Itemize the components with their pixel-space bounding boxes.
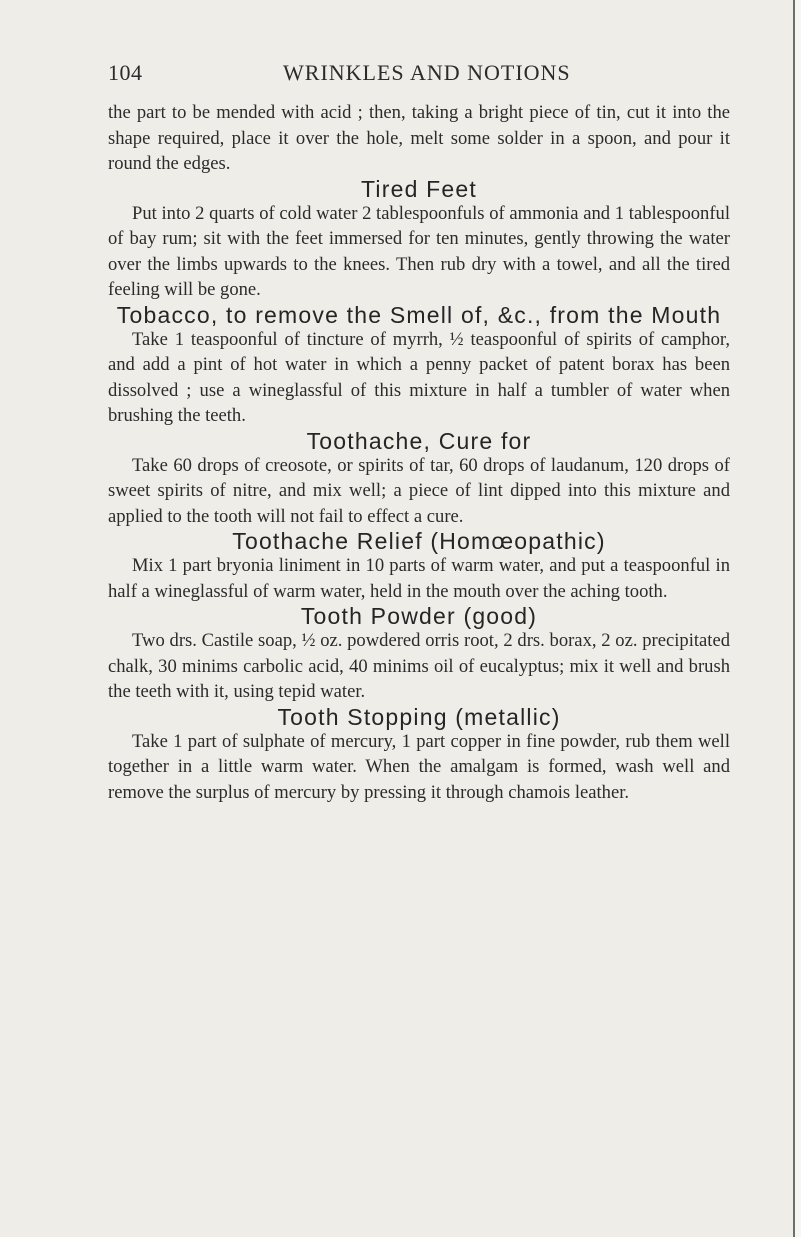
section-body-tired-feet: Put into 2 quarts of cold water 2 tablespoonfuls of ammonia and 1 tablespoonful of bay rum; sit with the feet immersed for ten minutes, gently throwing the water over the limbs upwards to the knees. Then rub dry with a towel, and all the tired feeling will be gone. xyxy=(108,202,730,300)
section-heading-tired-feet: Tired Feet xyxy=(361,175,477,202)
section-body-tooth-stopping: Take 1 part of sulphate of mercury, 1 part copper in fine powder, rub them well together in a little warm water. When the amalgam is formed, wash well and remove the surplus of mercury by pressing it through chamois leather. xyxy=(108,730,730,803)
page-edge-shadow xyxy=(795,0,801,1237)
section-body-toothache-cure: Take 60 drops of creosote, or spirits of tar, 60 drops of laudanum, 120 drops of sweet spirits of nitre, and mix well; a piece of lint dipped into this mixture and applied to the tooth will not fail to effect a cure. xyxy=(108,454,730,527)
section-body-tobacco-smell: Take 1 teaspoonful of tincture of myrrh, ½ teaspoonful of spirits of camphor, and add a pint of hot water in which a penny packet of patent borax has been dissolved ; use a wineglassful of this mixture in half a tumbler of water when brushing the teeth. xyxy=(108,328,730,426)
running-title: WRINKLES AND NOTIONS xyxy=(283,60,571,85)
section-heading-tooth-powder: Tooth Powder (good) xyxy=(300,603,538,629)
book-page xyxy=(108,60,730,805)
page-number: 104 xyxy=(108,60,143,85)
section-heading-tobacco-smell: Tobacco, to remove the Smell of, &c., from the Mouth xyxy=(116,301,722,328)
section-body-tooth-powder: Two drs. Castile soap, ½ oz. powdered orris root, 2 drs. borax, 2 oz. precipitated chalk, 30 minims carbolic acid, 40 minims oil of eucalyptus; mix it well and brush the teeth with it, using tepid water. xyxy=(108,630,730,702)
section-heading-tooth-stopping: Tooth Stopping (metallic) xyxy=(277,703,561,730)
section-body-toothache-relief: Mix 1 part bryonia liniment in 10 parts of warm water, and put a teaspoonful in half a wineglassful of warm water, held in the mouth over the aching tooth. xyxy=(108,555,730,602)
running-head xyxy=(108,60,730,90)
section-heading-toothache-relief: Toothache Relief (Homœopathic) xyxy=(232,528,606,554)
section-heading-toothache-cure: Toothache, Cure for xyxy=(306,427,532,454)
page-edge-line xyxy=(793,0,795,1237)
intro-paragraph: the part to be mended with acid ; then, taking a bright piece of tin, cut it into the shape required, place it over the hole, melt some solder in a spoon, and pour it round the edges. xyxy=(108,102,730,174)
